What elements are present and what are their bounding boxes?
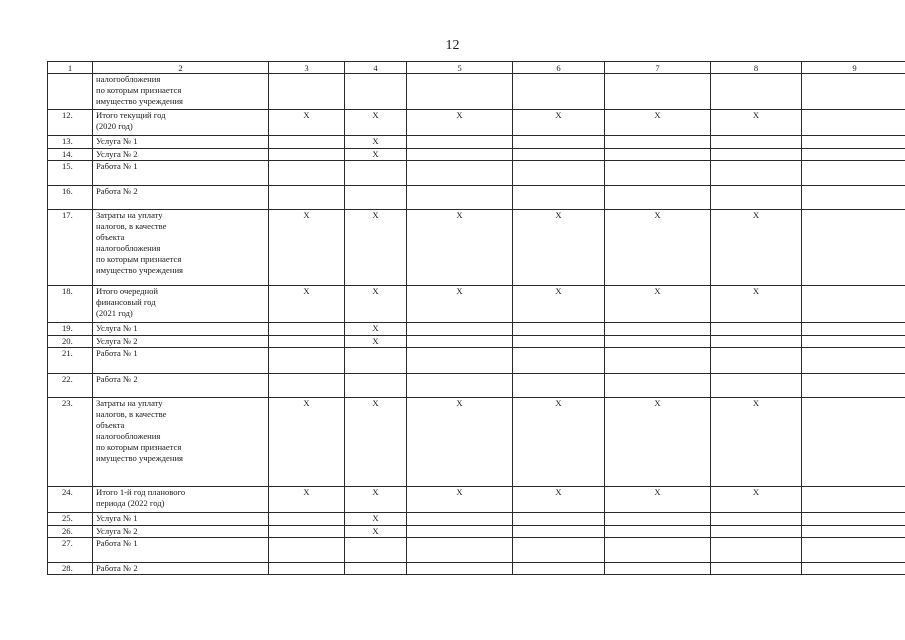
table-cell bbox=[513, 513, 605, 526]
table-cell bbox=[802, 210, 905, 286]
table-cell bbox=[407, 526, 513, 538]
row-description: Услуга № 2 bbox=[93, 526, 269, 538]
row-description: Итого очередной финансовый год (2021 год) bbox=[93, 286, 269, 323]
table-cell bbox=[513, 323, 605, 336]
row-description: Услуга № 2 bbox=[93, 336, 269, 348]
table-cell bbox=[269, 348, 345, 374]
table-cell: X bbox=[513, 398, 605, 487]
table-cell: X bbox=[269, 210, 345, 286]
row-description: Работа № 2 bbox=[93, 563, 269, 575]
table-cell bbox=[605, 161, 711, 186]
table-cell bbox=[269, 336, 345, 348]
table-cell bbox=[407, 74, 513, 110]
table-cell: X bbox=[269, 286, 345, 323]
table-cell bbox=[711, 74, 802, 110]
row-number: 12. bbox=[48, 110, 93, 136]
table-cell bbox=[345, 563, 407, 575]
row-description: Затраты на уплату налогов, в качестве объекта налогообложения по которым признается имущество учреждения bbox=[93, 398, 269, 487]
table-row bbox=[48, 161, 905, 186]
table-cell: X bbox=[711, 398, 802, 487]
table-cell: X bbox=[711, 487, 802, 513]
row-number: 20. bbox=[48, 336, 93, 348]
table-cell bbox=[802, 286, 905, 323]
table-cell: X bbox=[345, 336, 407, 348]
column-header: 8 bbox=[711, 62, 802, 74]
table-cell bbox=[605, 136, 711, 149]
column-header: 3 bbox=[269, 62, 345, 74]
table-cell bbox=[407, 348, 513, 374]
row-number: 16. bbox=[48, 186, 93, 210]
table-cell bbox=[345, 186, 407, 210]
table-cell bbox=[711, 513, 802, 526]
table-cell bbox=[711, 186, 802, 210]
table-cell bbox=[605, 74, 711, 110]
table-cell bbox=[513, 149, 605, 161]
table-cell bbox=[711, 336, 802, 348]
table-cell bbox=[802, 538, 905, 563]
table-row bbox=[48, 323, 905, 336]
table-cell bbox=[269, 374, 345, 398]
table-row bbox=[48, 526, 905, 538]
table-cell bbox=[407, 186, 513, 210]
row-number: 28. bbox=[48, 563, 93, 575]
row-number: 18. bbox=[48, 286, 93, 323]
row-number: 23. bbox=[48, 398, 93, 487]
table-row bbox=[48, 186, 905, 210]
table-cell bbox=[711, 161, 802, 186]
row-number: 15. bbox=[48, 161, 93, 186]
table-row bbox=[48, 336, 905, 348]
table-row bbox=[48, 398, 905, 487]
row-number: 21. bbox=[48, 348, 93, 374]
table-cell: X bbox=[605, 487, 711, 513]
table-row bbox=[48, 210, 905, 286]
row-number bbox=[48, 74, 93, 110]
table-cell: X bbox=[407, 398, 513, 487]
table-cell bbox=[605, 526, 711, 538]
table-cell bbox=[269, 323, 345, 336]
table-cell bbox=[513, 186, 605, 210]
table-cell bbox=[407, 513, 513, 526]
table-row bbox=[48, 149, 905, 161]
header-row bbox=[48, 62, 905, 74]
table-cell: X bbox=[711, 286, 802, 323]
row-number: 19. bbox=[48, 323, 93, 336]
table-row bbox=[48, 110, 905, 136]
table-cell bbox=[407, 538, 513, 563]
table-cell: X bbox=[345, 286, 407, 323]
table-cell: X bbox=[345, 398, 407, 487]
table-cell bbox=[802, 487, 905, 513]
table-cell bbox=[711, 538, 802, 563]
column-header: 4 bbox=[345, 62, 407, 74]
table-cell: X bbox=[407, 487, 513, 513]
table-cell: X bbox=[269, 110, 345, 136]
table-cell: X bbox=[513, 210, 605, 286]
page-number: 12 bbox=[445, 38, 460, 53]
table-cell bbox=[802, 398, 905, 487]
table-cell bbox=[345, 348, 407, 374]
table-cell bbox=[407, 563, 513, 575]
column-header: 1 bbox=[48, 62, 93, 74]
table-cell bbox=[802, 161, 905, 186]
table-row bbox=[48, 374, 905, 398]
table-cell bbox=[802, 186, 905, 210]
table-cell bbox=[269, 161, 345, 186]
row-description: Услуга № 1 bbox=[93, 323, 269, 336]
budget-table bbox=[47, 61, 905, 575]
table-cell bbox=[711, 526, 802, 538]
table-cell bbox=[513, 563, 605, 575]
table-cell: X bbox=[513, 110, 605, 136]
table-cell: X bbox=[345, 513, 407, 526]
row-description: Затраты на уплату налогов, в качестве объекта налогообложения по которым признается имущество учреждения bbox=[93, 210, 269, 286]
table-row bbox=[48, 136, 905, 149]
table-cell bbox=[711, 348, 802, 374]
table-cell bbox=[711, 374, 802, 398]
table-row bbox=[48, 286, 905, 323]
table-cell: X bbox=[513, 286, 605, 323]
table-cell: X bbox=[407, 110, 513, 136]
table-cell bbox=[269, 136, 345, 149]
table-cell bbox=[345, 374, 407, 398]
table-cell: X bbox=[605, 210, 711, 286]
row-description: Работа № 2 bbox=[93, 186, 269, 210]
table-cell bbox=[802, 136, 905, 149]
table-cell bbox=[605, 336, 711, 348]
table-cell bbox=[513, 538, 605, 563]
table-cell: X bbox=[345, 487, 407, 513]
table-cell: X bbox=[605, 110, 711, 136]
table-cell bbox=[711, 136, 802, 149]
column-header: 6 bbox=[513, 62, 605, 74]
table-cell bbox=[802, 323, 905, 336]
row-number: 24. bbox=[48, 487, 93, 513]
table-cell bbox=[802, 74, 905, 110]
row-number: 17. bbox=[48, 210, 93, 286]
row-description: Работа № 1 bbox=[93, 161, 269, 186]
row-number: 27. bbox=[48, 538, 93, 563]
table-cell bbox=[513, 526, 605, 538]
table-cell bbox=[802, 513, 905, 526]
table-cell bbox=[513, 136, 605, 149]
table-cell bbox=[513, 161, 605, 186]
row-description: Услуга № 2 bbox=[93, 149, 269, 161]
row-description: налогообложения по которым признается имущество учреждения bbox=[93, 74, 269, 110]
row-number: 22. bbox=[48, 374, 93, 398]
row-description: Услуга № 1 bbox=[93, 136, 269, 149]
row-description: Работа № 2 bbox=[93, 374, 269, 398]
table-cell: X bbox=[269, 487, 345, 513]
table-cell bbox=[802, 563, 905, 575]
table-cell bbox=[407, 136, 513, 149]
table-cell bbox=[711, 323, 802, 336]
table-cell: X bbox=[513, 487, 605, 513]
table-cell bbox=[269, 513, 345, 526]
table-cell bbox=[605, 563, 711, 575]
table-cell bbox=[711, 149, 802, 161]
table-cell bbox=[407, 374, 513, 398]
table-cell: X bbox=[407, 210, 513, 286]
table-cell: X bbox=[345, 526, 407, 538]
table-cell bbox=[269, 526, 345, 538]
table-cell bbox=[802, 149, 905, 161]
table-row bbox=[48, 74, 905, 110]
row-description: Работа № 1 bbox=[93, 538, 269, 563]
row-number: 25. bbox=[48, 513, 93, 526]
table-row bbox=[48, 487, 905, 513]
column-header: 5 bbox=[407, 62, 513, 74]
row-description: Итого 1-й год планового периода (2022 год) bbox=[93, 487, 269, 513]
table-cell bbox=[605, 538, 711, 563]
table-cell bbox=[802, 374, 905, 398]
table-cell bbox=[269, 538, 345, 563]
row-description: Работа № 1 bbox=[93, 348, 269, 374]
table-cell bbox=[513, 374, 605, 398]
table-cell bbox=[269, 149, 345, 161]
table-cell bbox=[345, 74, 407, 110]
table-cell bbox=[269, 186, 345, 210]
row-number: 13. bbox=[48, 136, 93, 149]
table-cell bbox=[269, 563, 345, 575]
table-cell: X bbox=[345, 210, 407, 286]
table-cell: X bbox=[711, 110, 802, 136]
table-row bbox=[48, 563, 905, 575]
table-cell bbox=[345, 161, 407, 186]
table-cell: X bbox=[269, 398, 345, 487]
table-cell bbox=[605, 374, 711, 398]
column-header: 9 bbox=[802, 62, 905, 74]
row-description: Услуга № 1 bbox=[93, 513, 269, 526]
table-cell bbox=[605, 323, 711, 336]
table-cell bbox=[407, 161, 513, 186]
table-cell bbox=[269, 74, 345, 110]
table-cell bbox=[407, 336, 513, 348]
table-cell bbox=[513, 336, 605, 348]
table-cell bbox=[605, 348, 711, 374]
table-cell bbox=[605, 186, 711, 210]
table-cell bbox=[513, 348, 605, 374]
table-cell bbox=[605, 149, 711, 161]
table-cell: X bbox=[605, 286, 711, 323]
table-cell bbox=[711, 563, 802, 575]
table-cell bbox=[407, 323, 513, 336]
table-cell bbox=[605, 513, 711, 526]
table-cell: X bbox=[345, 136, 407, 149]
table-cell: X bbox=[345, 110, 407, 136]
table-cell bbox=[802, 348, 905, 374]
table-cell bbox=[407, 149, 513, 161]
table-cell: X bbox=[711, 210, 802, 286]
table-cell bbox=[802, 110, 905, 136]
column-header: 7 bbox=[605, 62, 711, 74]
row-number: 26. bbox=[48, 526, 93, 538]
table-cell: X bbox=[605, 398, 711, 487]
row-number: 14. bbox=[48, 149, 93, 161]
row-description: Итого текущий год (2020 год) bbox=[93, 110, 269, 136]
column-header: 2 bbox=[93, 62, 269, 74]
table-row bbox=[48, 348, 905, 374]
table-row bbox=[48, 513, 905, 526]
table-cell bbox=[802, 526, 905, 538]
table-cell bbox=[513, 74, 605, 110]
table-cell bbox=[345, 538, 407, 563]
table-cell bbox=[802, 336, 905, 348]
table-cell: X bbox=[407, 286, 513, 323]
table-cell: X bbox=[345, 149, 407, 161]
table-row bbox=[48, 538, 905, 563]
table-cell: X bbox=[345, 323, 407, 336]
